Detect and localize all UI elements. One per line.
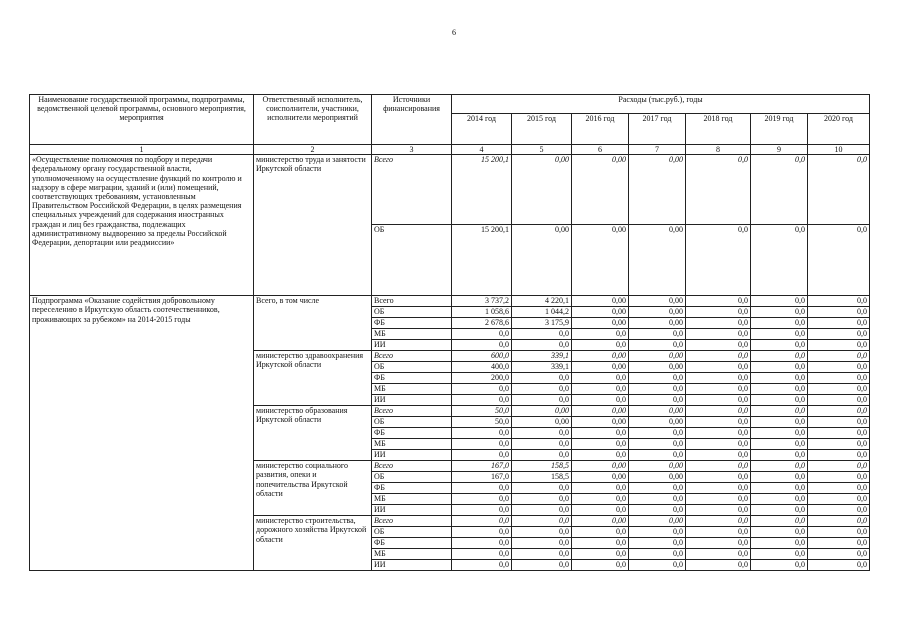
source-cell: ОБ <box>372 362 452 373</box>
value-cell: 0,0 <box>686 549 751 560</box>
value-cell: 0,00 <box>572 406 629 417</box>
column-number: 9 <box>751 145 808 155</box>
value-cell: 0,00 <box>512 406 572 417</box>
value-cell: 0,0 <box>808 362 870 373</box>
value-cell: 0,00 <box>629 318 686 329</box>
value-cell: 0,00 <box>572 296 629 307</box>
value-cell: 0,00 <box>572 472 629 483</box>
value-cell: 0,0 <box>572 450 629 461</box>
value-cell: 0,0 <box>452 494 512 505</box>
value-cell: 0,0 <box>629 483 686 494</box>
header-year: 2017 год <box>629 114 686 145</box>
value-cell: 0,0 <box>808 549 870 560</box>
source-cell: ФБ <box>372 483 452 494</box>
source-cell: МБ <box>372 384 452 395</box>
value-cell: 0,0 <box>751 329 808 340</box>
value-cell: 339,1 <box>512 351 572 362</box>
value-cell: 0,00 <box>512 417 572 428</box>
value-cell: 0,0 <box>686 461 751 472</box>
source-cell: Всего <box>372 516 452 527</box>
source-cell: МБ <box>372 494 452 505</box>
value-cell: 15 200,1 <box>452 155 512 225</box>
value-cell: 0,0 <box>512 384 572 395</box>
value-cell: 0,0 <box>686 395 751 406</box>
source-cell: Всего <box>372 155 452 225</box>
value-cell: 0,00 <box>629 516 686 527</box>
value-cell: 339,1 <box>512 362 572 373</box>
value-cell: 0,0 <box>512 450 572 461</box>
value-cell: 0,0 <box>629 395 686 406</box>
value-cell: 0,0 <box>808 428 870 439</box>
value-cell: 0,0 <box>629 340 686 351</box>
value-cell: 0,00 <box>572 461 629 472</box>
value-cell: 0,0 <box>686 439 751 450</box>
source-cell: ИИ <box>372 505 452 516</box>
value-cell: 0,0 <box>629 329 686 340</box>
value-cell: 0,0 <box>572 395 629 406</box>
value-cell: 0,0 <box>452 428 512 439</box>
value-cell: 0,0 <box>808 439 870 450</box>
source-cell: Всего <box>372 351 452 362</box>
value-cell: 0,0 <box>751 406 808 417</box>
value-cell: 0,00 <box>629 351 686 362</box>
value-cell: 0,0 <box>751 505 808 516</box>
value-cell: 0,0 <box>512 373 572 384</box>
header-year: 2020 год <box>808 114 870 145</box>
value-cell: 0,0 <box>751 483 808 494</box>
source-cell: ИИ <box>372 340 452 351</box>
value-cell: 0,0 <box>808 225 870 296</box>
value-cell: 3 737,2 <box>452 296 512 307</box>
value-cell: 0,00 <box>572 362 629 373</box>
value-cell: 0,0 <box>808 373 870 384</box>
value-cell: 0,0 <box>629 450 686 461</box>
value-cell: 0,0 <box>808 494 870 505</box>
header-name: Наименование государственной программы, подпрограммы, ведомственной целевой программы, основного мероприятия, мероприятия <box>30 95 254 145</box>
value-cell: 0,0 <box>808 417 870 428</box>
header-year: 2018 год <box>686 114 751 145</box>
value-cell: 0,0 <box>452 527 512 538</box>
value-cell: 0,0 <box>572 384 629 395</box>
value-cell: 0,0 <box>512 329 572 340</box>
value-cell: 0,0 <box>751 428 808 439</box>
value-cell: 0,00 <box>629 472 686 483</box>
value-cell: 0,0 <box>629 384 686 395</box>
header-year: 2019 год <box>751 114 808 145</box>
value-cell: 0,0 <box>572 549 629 560</box>
value-cell: 4 220,1 <box>512 296 572 307</box>
header-year: 2016 год <box>572 114 629 145</box>
value-cell: 0,0 <box>512 340 572 351</box>
value-cell: 0,0 <box>629 560 686 571</box>
value-cell: 0,0 <box>751 538 808 549</box>
value-cell: 0,0 <box>808 538 870 549</box>
value-cell: 0,0 <box>686 494 751 505</box>
value-cell: 0,00 <box>512 155 572 225</box>
value-cell: 15 200,1 <box>452 225 512 296</box>
value-cell: 0,0 <box>808 307 870 318</box>
column-number: 7 <box>629 145 686 155</box>
value-cell: 0,0 <box>751 340 808 351</box>
source-cell: МБ <box>372 329 452 340</box>
value-cell: 0,0 <box>629 549 686 560</box>
column-number: 4 <box>452 145 512 155</box>
value-cell: 0,00 <box>572 225 629 296</box>
value-cell: 0,0 <box>808 450 870 461</box>
value-cell: 0,0 <box>751 225 808 296</box>
value-cell: 0,00 <box>572 307 629 318</box>
column-number: 1 <box>30 145 254 155</box>
value-cell: 0,0 <box>572 538 629 549</box>
column-number: 3 <box>372 145 452 155</box>
value-cell: 0,0 <box>512 505 572 516</box>
value-cell: 0,0 <box>629 494 686 505</box>
value-cell: 0,0 <box>686 417 751 428</box>
value-cell: 0,0 <box>629 527 686 538</box>
value-cell: 0,0 <box>751 417 808 428</box>
value-cell: 0,0 <box>751 384 808 395</box>
header-expenses: Расходы (тыс.руб.), годы <box>452 95 870 114</box>
source-cell: ФБ <box>372 428 452 439</box>
value-cell: 0,0 <box>512 560 572 571</box>
value-cell: 50,0 <box>452 406 512 417</box>
value-cell: 0,0 <box>751 494 808 505</box>
value-cell: 167,0 <box>452 461 512 472</box>
value-cell: 0,0 <box>686 472 751 483</box>
value-cell: 0,0 <box>808 296 870 307</box>
page-number: 6 <box>452 28 456 37</box>
value-cell: 0,0 <box>512 395 572 406</box>
value-cell: 0,0 <box>751 450 808 461</box>
column-number: 2 <box>254 145 372 155</box>
value-cell: 0,0 <box>686 296 751 307</box>
value-cell: 0,0 <box>751 318 808 329</box>
value-cell: 400,0 <box>452 362 512 373</box>
value-cell: 0,0 <box>512 516 572 527</box>
source-cell: Всего <box>372 461 452 472</box>
value-cell: 158,5 <box>512 461 572 472</box>
value-cell: 0,0 <box>686 450 751 461</box>
value-cell: 0,0 <box>808 461 870 472</box>
value-cell: 0,0 <box>686 428 751 439</box>
value-cell: 0,0 <box>686 307 751 318</box>
value-cell: 0,0 <box>686 329 751 340</box>
value-cell: 0,0 <box>452 395 512 406</box>
value-cell: 0,00 <box>572 155 629 225</box>
budget-table <box>29 94 870 571</box>
source-cell: ИИ <box>372 395 452 406</box>
source-cell: МБ <box>372 549 452 560</box>
value-cell: 0,00 <box>629 307 686 318</box>
header-sources: Источники финансирования <box>372 95 452 145</box>
value-cell: 0,0 <box>686 373 751 384</box>
column-number-row <box>30 145 870 155</box>
value-cell: 0,0 <box>572 494 629 505</box>
value-cell: 0,0 <box>686 560 751 571</box>
value-cell: 0,0 <box>572 340 629 351</box>
value-cell: 0,0 <box>751 307 808 318</box>
value-cell: 0,00 <box>572 318 629 329</box>
value-cell: 200,0 <box>452 373 512 384</box>
value-cell: 0,0 <box>686 225 751 296</box>
value-cell: 50,0 <box>452 417 512 428</box>
value-cell: 0,0 <box>751 296 808 307</box>
value-cell: 0,0 <box>751 439 808 450</box>
source-cell: ОБ <box>372 307 452 318</box>
value-cell: 0,0 <box>452 560 512 571</box>
value-cell: 0,0 <box>808 340 870 351</box>
value-cell: 0,0 <box>512 538 572 549</box>
value-cell: 0,0 <box>452 538 512 549</box>
value-cell: 0,00 <box>629 362 686 373</box>
table-body <box>30 155 870 571</box>
value-cell: 0,00 <box>629 225 686 296</box>
value-cell: 0,00 <box>572 516 629 527</box>
source-cell: ФБ <box>372 318 452 329</box>
value-cell: 0,0 <box>572 373 629 384</box>
value-cell: 0,0 <box>751 351 808 362</box>
program-name-cell: «Осуществление полномочия по подбору и передачи федеральному органу государственной власти, уполномоченному на осуществление функций по контролю и надзору в сфере миграции, зданий и (или) помещений, соответствующих требованиям, установленным Правительством Российской Федерации, в целях размещения специальных учреждений для содержания иностранных граждан и лиц без гражданства, подлежащих административному выдворению за пределы Российской Федерации, депортации или реадмиссии» <box>30 155 254 296</box>
value-cell: 0,0 <box>751 373 808 384</box>
value-cell: 0,0 <box>808 406 870 417</box>
value-cell: 0,00 <box>629 417 686 428</box>
value-cell: 0,0 <box>572 329 629 340</box>
column-number: 8 <box>686 145 751 155</box>
program-name-cell: Подпрограмма «Оказание содействия добровольному переселению в Иркутскую область соотечественников, проживающих за рубежом» на 2014-2015 годы <box>30 296 254 571</box>
value-cell: 0,0 <box>686 384 751 395</box>
value-cell: 0,0 <box>512 483 572 494</box>
value-cell: 0,0 <box>686 318 751 329</box>
value-cell: 0,0 <box>512 527 572 538</box>
value-cell: 0,0 <box>452 439 512 450</box>
value-cell: 0,00 <box>572 417 629 428</box>
value-cell: 0,0 <box>751 472 808 483</box>
value-cell: 0,0 <box>452 329 512 340</box>
value-cell: 3 175,9 <box>512 318 572 329</box>
value-cell: 0,0 <box>629 373 686 384</box>
responsible-cell: министерство образования Иркутской области <box>254 406 372 461</box>
responsible-cell: министерство социального развития, опеки и попечительства Иркутской области <box>254 461 372 516</box>
source-cell: ОБ <box>372 472 452 483</box>
value-cell: 0,0 <box>686 340 751 351</box>
source-cell: ФБ <box>372 373 452 384</box>
value-cell: 0,0 <box>686 483 751 494</box>
value-cell: 0,0 <box>751 395 808 406</box>
source-cell: Всего <box>372 296 452 307</box>
value-cell: 0,0 <box>808 560 870 571</box>
value-cell: 0,0 <box>808 329 870 340</box>
value-cell: 0,0 <box>512 439 572 450</box>
source-cell: ФБ <box>372 538 452 549</box>
responsible-cell: министерство труда и занятости Иркутской области <box>254 155 372 296</box>
value-cell: 0,0 <box>686 362 751 373</box>
value-cell: 0,0 <box>572 505 629 516</box>
responsible-cell: министерство здравоохранения Иркутской области <box>254 351 372 406</box>
value-cell: 0,0 <box>751 461 808 472</box>
value-cell: 0,0 <box>452 549 512 560</box>
value-cell: 0,0 <box>629 439 686 450</box>
value-cell: 0,0 <box>629 428 686 439</box>
header-year: 2015 год <box>512 114 572 145</box>
source-cell: Всего <box>372 406 452 417</box>
source-cell: МБ <box>372 439 452 450</box>
source-cell: ИИ <box>372 560 452 571</box>
value-cell: 0,00 <box>512 225 572 296</box>
value-cell: 0,0 <box>452 516 512 527</box>
header-responsible: Ответственный исполнитель, соисполнители, участники, исполнители мероприятий <box>254 95 372 145</box>
value-cell: 0,0 <box>808 483 870 494</box>
value-cell: 0,0 <box>808 395 870 406</box>
value-cell: 0,0 <box>512 494 572 505</box>
value-cell: 0,0 <box>686 351 751 362</box>
responsible-cell: министерство строительства, дорожного хозяйства Иркутской области <box>254 516 372 571</box>
column-number: 5 <box>512 145 572 155</box>
value-cell: 1 058,6 <box>452 307 512 318</box>
header-year: 2014 год <box>452 114 512 145</box>
value-cell: 0,0 <box>572 560 629 571</box>
value-cell: 0,0 <box>629 505 686 516</box>
value-cell: 0,0 <box>452 505 512 516</box>
value-cell: 0,0 <box>751 560 808 571</box>
value-cell: 0,0 <box>751 516 808 527</box>
value-cell: 0,00 <box>629 461 686 472</box>
source-cell: ИИ <box>372 450 452 461</box>
table-row <box>30 296 870 307</box>
value-cell: 0,0 <box>751 155 808 225</box>
table-row <box>30 155 870 225</box>
value-cell: 167,0 <box>452 472 512 483</box>
value-cell: 0,0 <box>808 318 870 329</box>
value-cell: 0,0 <box>572 428 629 439</box>
value-cell: 0,0 <box>808 351 870 362</box>
value-cell: 0,00 <box>629 155 686 225</box>
value-cell: 0,0 <box>808 516 870 527</box>
value-cell: 0,0 <box>629 538 686 549</box>
value-cell: 600,0 <box>452 351 512 362</box>
column-number: 10 <box>808 145 870 155</box>
value-cell: 0,0 <box>751 527 808 538</box>
value-cell: 0,0 <box>686 527 751 538</box>
value-cell: 0,0 <box>808 527 870 538</box>
value-cell: 0,0 <box>572 483 629 494</box>
value-cell: 0,0 <box>808 384 870 395</box>
value-cell: 0,0 <box>686 155 751 225</box>
column-number: 6 <box>572 145 629 155</box>
value-cell: 0,00 <box>629 406 686 417</box>
value-cell: 0,0 <box>686 538 751 549</box>
value-cell: 0,0 <box>808 505 870 516</box>
source-cell: ОБ <box>372 417 452 428</box>
value-cell: 0,0 <box>808 472 870 483</box>
source-cell: ОБ <box>372 225 452 296</box>
value-cell: 1 044,2 <box>512 307 572 318</box>
value-cell: 0,0 <box>572 527 629 538</box>
value-cell: 0,0 <box>751 549 808 560</box>
value-cell: 0,00 <box>572 351 629 362</box>
value-cell: 0,0 <box>686 406 751 417</box>
value-cell: 0,0 <box>512 549 572 560</box>
source-cell: ОБ <box>372 527 452 538</box>
value-cell: 0,0 <box>751 362 808 373</box>
value-cell: 0,0 <box>686 516 751 527</box>
value-cell: 2 678,6 <box>452 318 512 329</box>
responsible-cell: Всего, в том числе <box>254 296 372 351</box>
value-cell: 0,0 <box>808 155 870 225</box>
value-cell: 0,00 <box>629 296 686 307</box>
value-cell: 0,0 <box>452 384 512 395</box>
value-cell: 0,0 <box>452 450 512 461</box>
value-cell: 0,0 <box>512 428 572 439</box>
value-cell: 158,5 <box>512 472 572 483</box>
value-cell: 0,0 <box>686 505 751 516</box>
value-cell: 0,0 <box>572 439 629 450</box>
value-cell: 0,0 <box>452 483 512 494</box>
value-cell: 0,0 <box>452 340 512 351</box>
